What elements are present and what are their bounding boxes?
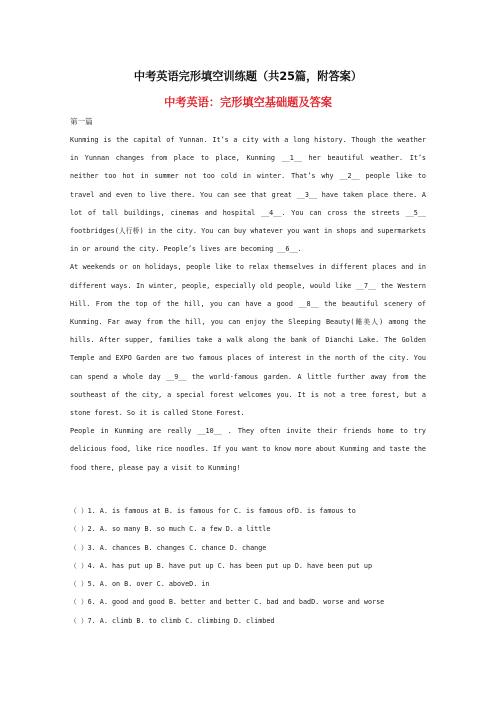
- document-subtitle: 中考英语：完形填空基础题及答案: [164, 96, 332, 109]
- question-2: （ ）2. A. so many B. so much C. a few D. a little: [70, 525, 271, 534]
- question-5: （ ）5. A. on B. over C. aboveD. in: [70, 580, 210, 589]
- passage-paragraph-3: People in Kunming are really __10__ . They often invite their friends home to try delicious food, like rice noodles. If you want to know more about Kunming and taste the food there, please pay a visit to Kunming!: [70, 427, 426, 472]
- question-options: [70, 502, 426, 630]
- question-3: （ ）3. A. chances B. changes C. chance D. change: [70, 543, 267, 552]
- passage-paragraph-1: Kunming is the capital of Yunnan. It’s a city with a long history. Though the weather in Yunnan changes from place to place, Kunming __1__ her beautiful weather. It’s neither too hot in summer not too cold in winter. That’s why __2__ people like to travel and even to live there. You can see that great __3__ have taken place there. A lot of tall buildings, cinemas and hospital __4__. You can cross the streets __5__ footbridges(人行桥) in the city. You can buy whatever you want in shops and supermarkets in or around the city. People’s lives are becoming __6__.: [70, 136, 426, 254]
- question-4: （ ）4. A. has put up B. have put up C. has been put up D. have been put up: [70, 561, 373, 570]
- question-1: （ ）1. A. is famous at B. is famous for C. is famous ofD. is famous to: [70, 507, 356, 515]
- section-label: 第一篇: [70, 117, 93, 126]
- question-6: （ ）6. A. good and good B. better and better C. bad and badD. worse and worse: [70, 598, 385, 607]
- passage: [70, 131, 426, 477]
- question-7: （ ）7. A. climb B. to climb C. climbing D. climbed: [70, 616, 275, 625]
- document-title: 中考英语完形填空训练题（共25篇，附答案）: [133, 70, 363, 83]
- passage-paragraph-2: At weekends or on holidays, people like to relax themselves in different places and in different ways. In winter, people, especially old people, would like __7__ the Western Hill. From the top of the hill, you can have a good __8__ the beautiful scenery of Kunming. Far away from the hill, you can enjoy the Sleeping Beauty(睡美人) among the hills. After supper, families take a walk along the bank of Dianchi Lake. The Golden Temple and EXPO Garden are two famous places of interest in the north of the city. You can spend a whole day __9__ the world-famous garden. A little further away from the southeast of the city, a special forest welcomes you. It is not a tree forest, but a stone forest. So it is called Stone Forest.: [70, 263, 426, 418]
